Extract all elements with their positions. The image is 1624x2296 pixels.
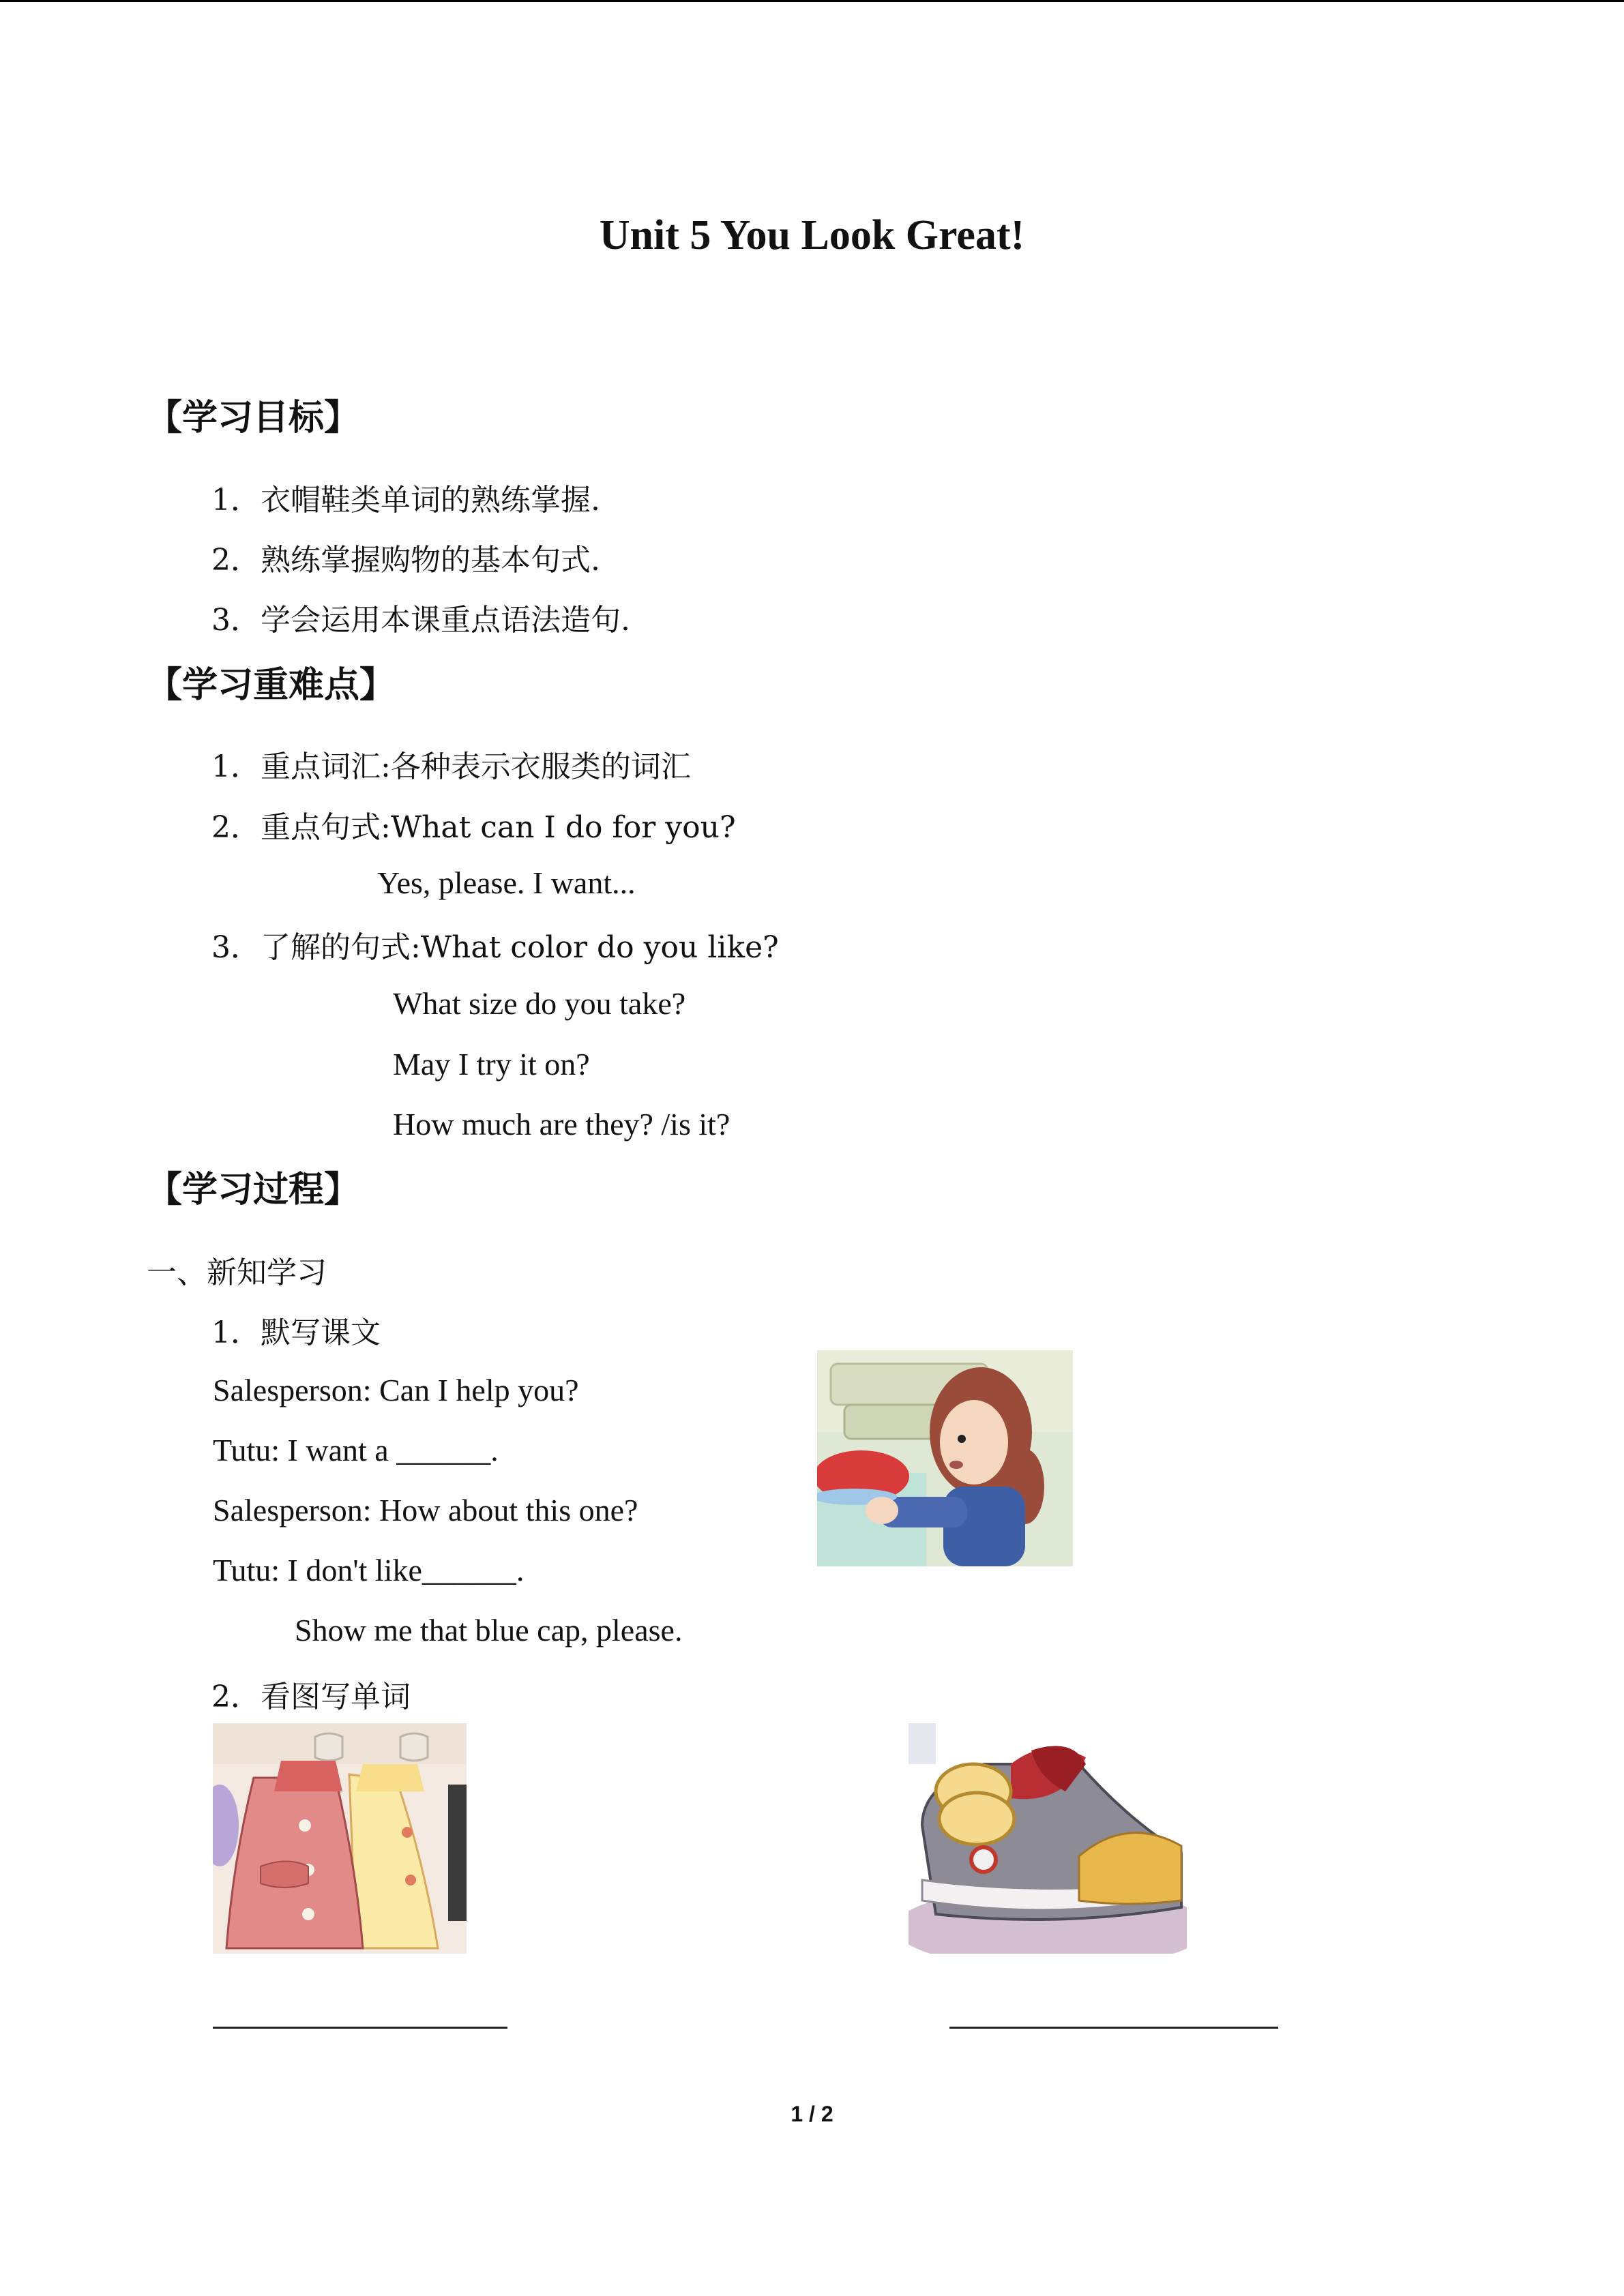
key-point-1: [211, 742, 691, 786]
page-number: 1 / 2: [791, 2102, 833, 2126]
key-point-2-continuation: Yes, please. I want...: [377, 865, 636, 900]
task-1-label: [211, 1308, 381, 1352]
coats-image: [213, 1723, 467, 1954]
goal-item-2: [211, 535, 600, 579]
goal-item-3: [211, 595, 630, 639]
goal-item-2-text: 熟练掌握购物的基本句式.: [261, 543, 600, 578]
goal-item-2-num: 2．: [211, 543, 261, 578]
task-2-num: 2．: [211, 1680, 261, 1714]
section-heading-process: 【学习过程】: [147, 1169, 360, 1210]
key-point-3-line-1: What size do you take?: [393, 986, 686, 1021]
page-title: Unit 5 You Look Great!: [599, 212, 1025, 258]
dialogue-line-2: Tutu: I want a ______.: [213, 1433, 499, 1467]
key-point-1-text: 重点词汇:各种表示衣服类的词汇: [261, 749, 691, 784]
dialogue-line-5: Show me that blue cap, please.: [295, 1613, 683, 1648]
key-point-2-num: 2．: [211, 810, 261, 845]
part-one-heading: 一、新知学习: [147, 1255, 327, 1290]
dialogue-line-4: Tutu: I don't like______.: [213, 1553, 525, 1587]
dialogue-line-1: Salesperson: Can I help you?: [213, 1373, 579, 1407]
top-border: [0, 0, 1624, 2]
goal-item-1: [211, 475, 600, 519]
key-point-1-num: 1．: [211, 749, 261, 784]
shoes-image: [909, 1723, 1187, 1954]
goal-item-3-num: 3．: [211, 603, 261, 638]
key-point-3-text: 了解的句式:What color do you like?: [261, 930, 779, 965]
goal-item-1-num: 1．: [211, 483, 261, 518]
task-2-text: 看图写单词: [261, 1680, 411, 1714]
key-point-3-line-2: May I try it on?: [393, 1047, 590, 1082]
key-point-3-num: 3．: [211, 930, 261, 965]
answer-line-shoes[interactable]: [949, 2027, 1278, 2029]
goal-item-3-text: 学会运用本课重点语法造句.: [261, 603, 630, 638]
section-heading-key-points: 【学习重难点】: [147, 665, 396, 706]
goal-item-1-text: 衣帽鞋类单词的熟练掌握.: [261, 483, 600, 518]
task-1-num: 1．: [211, 1315, 261, 1350]
girl-holding-cap-image: [817, 1350, 1073, 1566]
key-point-3: [211, 923, 779, 966]
key-point-2-text: 重点句式:What can I do for you?: [261, 810, 736, 845]
answer-line-coats[interactable]: [213, 2027, 507, 2029]
task-2-label: [211, 1672, 411, 1716]
dialogue-line-3: Salesperson: How about this one?: [213, 1493, 638, 1527]
section-heading-goals: 【学习目标】: [147, 398, 360, 438]
task-1-text: 默写课文: [261, 1315, 381, 1350]
key-point-3-line-3: How much are they? /is it?: [393, 1107, 730, 1142]
key-point-2: [211, 803, 736, 846]
